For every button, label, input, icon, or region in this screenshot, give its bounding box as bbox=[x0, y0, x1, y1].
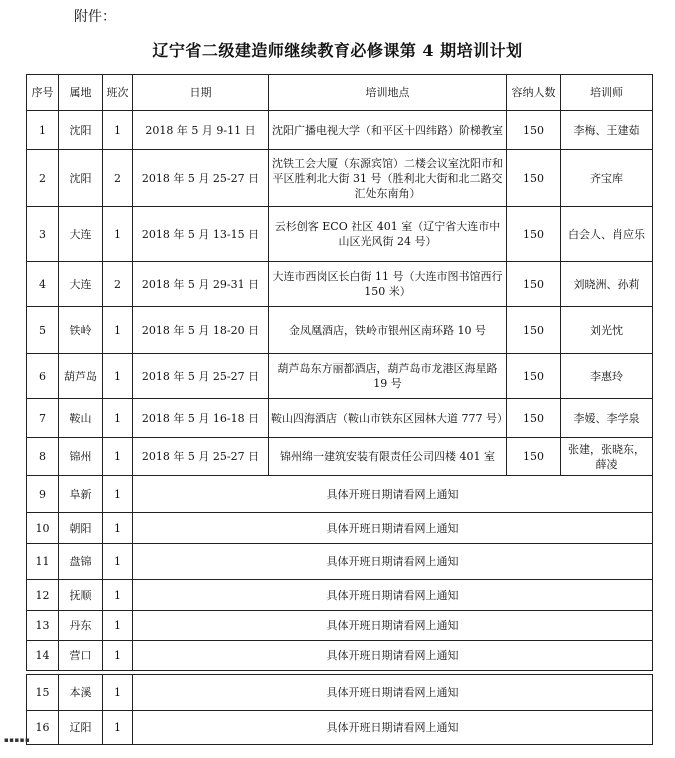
cell-city: 大连 bbox=[59, 262, 103, 307]
cell-teacher: 张建，张晓东，薛凌 bbox=[561, 438, 653, 476]
cell-class: 2 bbox=[103, 262, 133, 307]
cell-schedule-note: 具体开班日期请看网上通知 bbox=[133, 641, 653, 671]
cell-teacher: 李梅、王建茹 bbox=[561, 111, 653, 150]
cell-class: 1 bbox=[103, 611, 133, 641]
table-row bbox=[27, 354, 653, 399]
cell-class: 1 bbox=[103, 307, 133, 354]
pending-row bbox=[27, 641, 653, 671]
cell-teacher: 齐宝库 bbox=[561, 150, 653, 207]
cell-no: 10 bbox=[27, 513, 59, 544]
cell-no: 4 bbox=[27, 262, 59, 307]
pending-row bbox=[27, 711, 653, 745]
cell-class: 1 bbox=[103, 580, 133, 611]
cell-place: 锦州绵一建筑安装有限责任公司四楼 401 室 bbox=[269, 438, 507, 476]
cell-capacity: 150 bbox=[507, 354, 561, 399]
cell-city: 沈阳 bbox=[59, 111, 103, 150]
attachment-label: 附件： bbox=[74, 9, 116, 25]
scan-artifact-mark: ▪▪▪▪▪ bbox=[4, 736, 31, 744]
cell-no: 11 bbox=[27, 544, 59, 580]
cell-class: 1 bbox=[103, 641, 133, 671]
cell-no: 13 bbox=[27, 611, 59, 641]
cell-schedule-note: 具体开班日期请看网上通知 bbox=[133, 513, 653, 544]
cell-city: 营口 bbox=[59, 641, 103, 671]
cell-no: 6 bbox=[27, 354, 59, 399]
cell-no: 1 bbox=[27, 111, 59, 150]
cell-teacher: 李惠玲 bbox=[561, 354, 653, 399]
cell-city: 沈阳 bbox=[59, 150, 103, 207]
cell-class: 1 bbox=[103, 711, 133, 745]
cell-capacity: 150 bbox=[507, 438, 561, 476]
cell-place: 葫芦岛东方丽都酒店，葫芦岛市龙港区海星路 19 号 bbox=[269, 354, 507, 399]
cell-city: 本溪 bbox=[59, 675, 103, 711]
cell-no: 3 bbox=[27, 207, 59, 262]
cell-date: 2018 年 5 月 16-18 日 bbox=[133, 399, 269, 438]
cell-class: 2 bbox=[103, 150, 133, 207]
cell-place: 云杉创客 ECO 社区 401 室（辽宁省大连市中山区光风街 24 号） bbox=[269, 207, 507, 262]
col-header-teacher: 培训师 bbox=[561, 75, 653, 111]
table-row bbox=[27, 399, 653, 438]
cell-date: 2018 年 5 月 25-27 日 bbox=[133, 438, 269, 476]
table-header-row bbox=[27, 75, 653, 111]
cell-city: 葫芦岛 bbox=[59, 354, 103, 399]
training-plan-table bbox=[26, 74, 653, 745]
pending-row bbox=[27, 513, 653, 544]
cell-city: 铁岭 bbox=[59, 307, 103, 354]
cell-date: 2018 年 5 月 25-27 日 bbox=[133, 354, 269, 399]
cell-city: 阜新 bbox=[59, 476, 103, 513]
table-row bbox=[27, 262, 653, 307]
pending-row bbox=[27, 544, 653, 580]
col-header-no: 序号 bbox=[27, 75, 59, 111]
cell-city: 抚顺 bbox=[59, 580, 103, 611]
cell-schedule-note: 具体开班日期请看网上通知 bbox=[133, 544, 653, 580]
col-header-capacity: 容纳人数 bbox=[507, 75, 561, 111]
cell-class: 1 bbox=[103, 438, 133, 476]
cell-class: 1 bbox=[103, 354, 133, 399]
cell-city: 丹东 bbox=[59, 611, 103, 641]
cell-class: 1 bbox=[103, 399, 133, 438]
page-title: 辽宁省二级建造师继续教育必修课第 4 期培训计划 bbox=[152, 41, 523, 60]
col-header-class: 班次 bbox=[103, 75, 133, 111]
cell-class: 1 bbox=[103, 207, 133, 262]
cell-city: 辽阳 bbox=[59, 711, 103, 745]
cell-class: 1 bbox=[103, 544, 133, 580]
cell-capacity: 150 bbox=[507, 207, 561, 262]
table-row bbox=[27, 307, 653, 354]
cell-date: 2018 年 5 月 18-20 日 bbox=[133, 307, 269, 354]
cell-teacher: 白会人、肖应乐 bbox=[561, 207, 653, 262]
cell-teacher: 李嫒、李学泉 bbox=[561, 399, 653, 438]
cell-capacity: 150 bbox=[507, 262, 561, 307]
table-row bbox=[27, 438, 653, 476]
cell-no: 5 bbox=[27, 307, 59, 354]
cell-no: 7 bbox=[27, 399, 59, 438]
cell-capacity: 150 bbox=[507, 111, 561, 150]
cell-class: 1 bbox=[103, 513, 133, 544]
cell-date: 2018 年 5 月 13-15 日 bbox=[133, 207, 269, 262]
cell-schedule-note: 具体开班日期请看网上通知 bbox=[133, 611, 653, 641]
cell-class: 1 bbox=[103, 675, 133, 711]
cell-city: 锦州 bbox=[59, 438, 103, 476]
col-header-date: 日期 bbox=[133, 75, 269, 111]
table-row bbox=[27, 150, 653, 207]
cell-no: 15 bbox=[27, 675, 59, 711]
table-row bbox=[27, 111, 653, 150]
cell-no: 8 bbox=[27, 438, 59, 476]
cell-date: 2018 年 5 月 9-11 日 bbox=[133, 111, 269, 150]
cell-place: 大连市西岗区长白街 11 号（大连市图书馆西行 150 米） bbox=[269, 262, 507, 307]
cell-city: 大连 bbox=[59, 207, 103, 262]
cell-city: 朝阳 bbox=[59, 513, 103, 544]
cell-place: 金凤凰酒店，铁岭市银州区南环路 10 号 bbox=[269, 307, 507, 354]
col-header-city: 属地 bbox=[59, 75, 103, 111]
cell-place: 沈铁工会大厦（东源宾馆）二楼会议室沈阳市和平区胜利北大街 31 号（胜利北大街和北二路交汇处东南角） bbox=[269, 150, 507, 207]
cell-schedule-note: 具体开班日期请看网上通知 bbox=[133, 675, 653, 711]
col-header-place: 培训地点 bbox=[269, 75, 507, 111]
cell-schedule-note: 具体开班日期请看网上通知 bbox=[133, 476, 653, 513]
cell-no: 9 bbox=[27, 476, 59, 513]
cell-capacity: 150 bbox=[507, 307, 561, 354]
pending-row bbox=[27, 580, 653, 611]
cell-teacher: 刘晓洲、孙莉 bbox=[561, 262, 653, 307]
cell-date: 2018 年 5 月 29-31 日 bbox=[133, 262, 269, 307]
cell-no: 16 bbox=[27, 711, 59, 745]
cell-capacity: 150 bbox=[507, 399, 561, 438]
cell-no: 14 bbox=[27, 641, 59, 671]
pending-row bbox=[27, 675, 653, 711]
cell-schedule-note: 具体开班日期请看网上通知 bbox=[133, 711, 653, 745]
cell-city: 鞍山 bbox=[59, 399, 103, 438]
cell-city: 盘锦 bbox=[59, 544, 103, 580]
cell-place: 沈阳广播电视大学（和平区十四纬路）阶梯教室 bbox=[269, 111, 507, 150]
cell-place: 鞍山四海酒店（鞍山市铁东区园林大道 777 号） bbox=[269, 399, 507, 438]
cell-schedule-note: 具体开班日期请看网上通知 bbox=[133, 580, 653, 611]
cell-no: 2 bbox=[27, 150, 59, 207]
pending-row bbox=[27, 611, 653, 641]
cell-class: 1 bbox=[103, 476, 133, 513]
cell-capacity: 150 bbox=[507, 150, 561, 207]
cell-teacher: 刘光忱 bbox=[561, 307, 653, 354]
cell-no: 12 bbox=[27, 580, 59, 611]
cell-class: 1 bbox=[103, 111, 133, 150]
cell-date: 2018 年 5 月 25-27 日 bbox=[133, 150, 269, 207]
table-row bbox=[27, 207, 653, 262]
pending-row bbox=[27, 476, 653, 513]
